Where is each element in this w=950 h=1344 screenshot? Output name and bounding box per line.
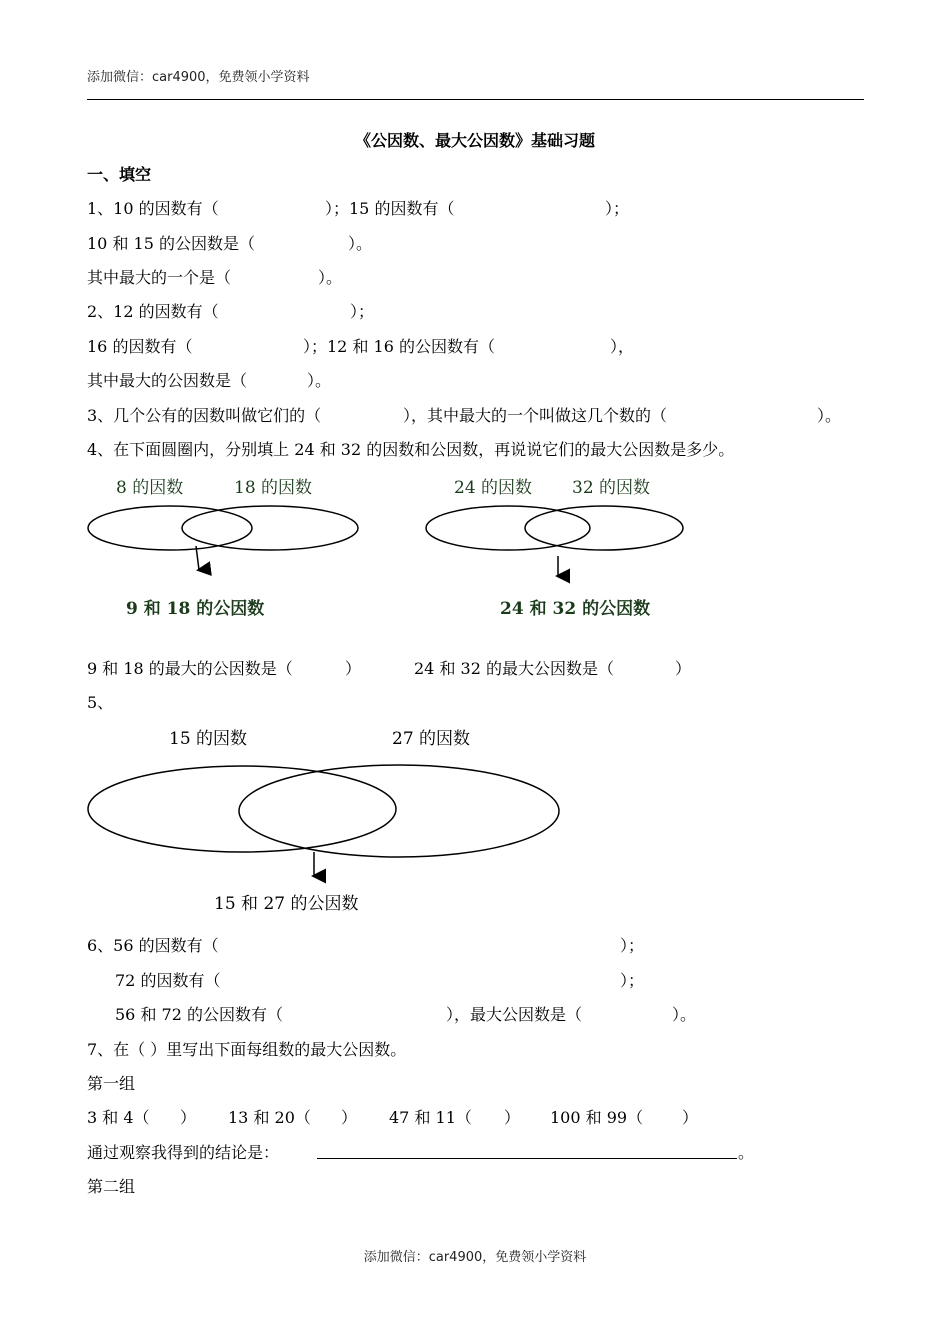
venn2-left-label: 24 的因数 xyxy=(454,478,533,498)
venn2-right-ellipse xyxy=(525,506,683,550)
venn1-left-label: 8 的因数 xyxy=(116,478,184,498)
footer-text: 添加微信：car4900，免费领小学资料 xyxy=(363,1250,587,1265)
q7-item4-a: 100 和 99（ xyxy=(550,1108,644,1127)
q7-item3-b: ） xyxy=(504,1108,521,1127)
q1-line1-a: 1、10 的因数有（ xyxy=(87,199,219,218)
q6-line2-b: ）； xyxy=(620,971,645,990)
q1-line3-b: ）。 xyxy=(318,268,343,287)
q7-instruction: 7、在（ ）里写出下面每组数的最大公因数。 xyxy=(87,1040,407,1059)
section-heading: 一、填空 xyxy=(87,165,152,184)
q6-line2-a: 72 的因数有（ xyxy=(115,971,221,990)
q7-item3-a: 47 和 11（ xyxy=(389,1108,472,1127)
q3-line-c: ）。 xyxy=(817,406,842,425)
q7-item2-a: 13 和 20（ xyxy=(228,1108,311,1127)
venn1 xyxy=(88,506,358,570)
q4-answer1-b: ） xyxy=(345,659,362,678)
page-title: 《公因数、最大公因数》基础习题 xyxy=(354,131,595,150)
q2-line3-b: ）。 xyxy=(307,371,332,390)
q2-line2-c: ）， xyxy=(610,337,635,356)
venn2-left-ellipse xyxy=(426,506,590,550)
q7-group1-label: 第一组 xyxy=(87,1074,136,1093)
q4-instruction: 4、在下面圆圈内，分别填上 24 和 32 的因数和公因数，再说说它们的最大公因数是多少。 xyxy=(87,440,735,459)
q1-line2-b: ）。 xyxy=(348,234,373,253)
header-text: 添加微信：car4900，免费领小学资料 xyxy=(87,70,310,85)
venn2 xyxy=(426,506,683,576)
q7-item1-a: 3 和 4（ xyxy=(87,1108,150,1127)
q6-line1-a: 6、56 的因数有（ xyxy=(87,936,219,955)
q7-item2-b: ） xyxy=(341,1108,358,1127)
q6-line3-a: 56 和 72 的公因数有（ xyxy=(115,1005,283,1024)
q1-line2-a: 10 和 15 的公因数是（ xyxy=(87,234,255,253)
q2-line2-b: ）；12 和 16 的公因数有（ xyxy=(303,337,495,356)
q7-group2-label: 第二组 xyxy=(87,1177,136,1196)
q6-line1-b: ）； xyxy=(620,936,645,955)
q6-line3-c: ）。 xyxy=(672,1005,697,1024)
venn3-left-label: 15 的因数 xyxy=(169,729,248,749)
q1-line1-b: ）；15 的因数有（ xyxy=(325,199,455,218)
venn1-right-ellipse xyxy=(182,506,358,550)
venn1-left-ellipse xyxy=(88,506,252,550)
q4-answer2-b: ） xyxy=(675,659,692,678)
q7-conclusion-end: 。 xyxy=(738,1143,755,1162)
venn1-common-label: 9 和 18 的公因数 xyxy=(126,599,265,619)
q2-line2-a: 16 的因数有（ xyxy=(87,337,193,356)
q4-answer1-a: 9 和 18 的最大的公因数是（ xyxy=(87,659,293,678)
q7-item1-b: ） xyxy=(180,1108,197,1127)
venn3-right-label: 27 的因数 xyxy=(392,729,471,749)
venn3 xyxy=(88,765,559,876)
venn1-right-label: 18 的因数 xyxy=(234,478,313,498)
venn2-right-label: 32 的因数 xyxy=(572,478,651,498)
q5-number: 5、 xyxy=(87,693,114,712)
venn1-arrow xyxy=(196,546,199,570)
q1-line1-c: ）； xyxy=(605,199,630,218)
q7-conclusion-blank[interactable] xyxy=(317,1158,737,1159)
venn3-left-ellipse xyxy=(88,766,396,852)
q2-line1-b: ）； xyxy=(350,302,375,321)
q3-line-a: 3、几个公有的因数叫做它们的（ xyxy=(87,406,322,425)
q2-line3-a: 其中最大的公因数是（ xyxy=(87,371,248,390)
q2-line1-a: 2、12 的因数有（ xyxy=(87,302,219,321)
venn3-right-ellipse xyxy=(239,765,559,857)
q6-line3-b: ），最大公因数是（ xyxy=(446,1005,583,1024)
q4-answer2-a: 24 和 32 的最大公因数是（ xyxy=(414,659,614,678)
q7-item4-b: ） xyxy=(682,1108,699,1127)
q1-line3-a: 其中最大的一个是（ xyxy=(87,268,232,287)
q3-line-b: ），其中最大的一个叫做这几个数的（ xyxy=(403,406,668,425)
venn2-common-label: 24 和 32 的公因数 xyxy=(500,599,651,619)
venn3-common-label: 15 和 27 的公因数 xyxy=(214,894,359,914)
q7-conclusion-label: 通过观察我得到的结论是： xyxy=(87,1143,280,1162)
